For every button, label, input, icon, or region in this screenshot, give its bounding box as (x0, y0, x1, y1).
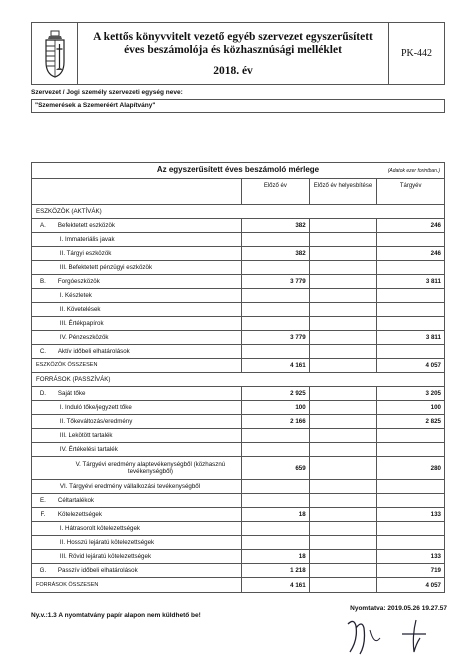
value-prev-year (241, 303, 309, 316)
row-label: Befektetett eszközök (57, 222, 115, 229)
row-code: C. (39, 348, 47, 355)
value-prev-correction (309, 508, 377, 521)
table-row (32, 457, 444, 480)
row-code (32, 415, 54, 428)
value-current-year (376, 317, 444, 330)
value-prev-correction (309, 401, 377, 414)
value-prev-correction (309, 261, 377, 274)
print-timestamp: Nyomtatva: 2019.05.26 19.27.57 (350, 605, 447, 612)
value-prev-correction (309, 303, 377, 316)
assets-heading-row (32, 205, 444, 219)
row-code: F. (40, 511, 46, 518)
table-row (32, 233, 444, 247)
value-current-year: 3 811 (376, 331, 444, 344)
table-row (32, 387, 444, 401)
row-code (32, 303, 54, 316)
value-current-year: 2 825 (376, 415, 444, 428)
row-label: Saját tőke (57, 390, 86, 397)
liabilities-heading-row (32, 373, 444, 387)
value-prev-correction (309, 233, 377, 246)
value-prev-correction (309, 550, 377, 563)
table-row (32, 536, 444, 550)
row-label: I. Készletek (59, 292, 92, 299)
row-label: IV. Pénzeszközök (59, 334, 109, 341)
row-label: Kötelezettségek (57, 511, 102, 518)
row-code (32, 480, 54, 493)
value-current-year (376, 443, 444, 456)
row-label: III. Befektetett pénzügyi eszközök (59, 264, 153, 271)
row-label: II. Követelések (59, 306, 101, 313)
row-code (32, 233, 54, 246)
value-current-year (376, 303, 444, 316)
value-current-year (376, 289, 444, 302)
table-row (32, 443, 444, 457)
row-code (32, 522, 54, 535)
value-prev-year: 3 779 (241, 275, 309, 288)
table-row (32, 564, 444, 578)
row-code (32, 550, 54, 563)
table-row (32, 494, 444, 508)
row-label: Forgóeszközök (57, 278, 100, 285)
table-row (32, 401, 444, 415)
value-prev-year (241, 289, 309, 302)
table-row (32, 480, 444, 494)
value-prev-correction (309, 480, 377, 493)
form-title-line1: A kettős könyvvitelt vezető egyéb szervezet egyszerűsített (93, 30, 373, 43)
row-label: I. Immateriális javak (59, 236, 115, 243)
value-prev-year (241, 261, 309, 274)
value-current-year (376, 429, 444, 442)
row-code (32, 289, 54, 302)
value-prev-correction (309, 429, 377, 442)
value-prev-correction (309, 387, 377, 400)
balance-title: Az egyszerűsített éves beszámoló mérlege (156, 165, 320, 174)
table-row (32, 275, 444, 289)
value-current-year: 246 (376, 247, 444, 260)
col-prev-year: Előző év (241, 179, 309, 204)
row-label: III. Lekötött tartalék (59, 432, 113, 439)
total-label: ESZKÖZÖK ÖSSZESEN (36, 362, 98, 368)
row-code (32, 536, 54, 549)
table-row (32, 550, 444, 564)
table-row (32, 219, 444, 233)
signature-icon (340, 616, 440, 661)
footer-note: Ny.v.:1.3 A nyomtatvány papír alapon nem küldhető be! (31, 612, 201, 619)
value-prev-correction (309, 578, 377, 592)
table-row (32, 415, 444, 429)
form-header (31, 22, 445, 85)
value-current-year: 100 (376, 401, 444, 414)
row-code (32, 457, 54, 479)
value-prev-correction (309, 536, 377, 549)
value-prev-correction (309, 247, 377, 260)
value-prev-correction (309, 522, 377, 535)
value-current-year: 280 (376, 457, 444, 479)
row-code (32, 443, 54, 456)
value-current-year: 4 057 (376, 359, 444, 372)
row-label: II. Tőkeváltozás/eredmény (59, 418, 133, 425)
assets-heading: ESZKÖZÖK (AKTÍVÁK) (36, 208, 102, 215)
value-current-year (376, 480, 444, 493)
value-current-year: 246 (376, 219, 444, 232)
row-label: II. Tárgyi eszközök (59, 250, 112, 257)
total-row (32, 578, 444, 592)
col-prev-correction: Előző év helyesbítése (309, 179, 377, 204)
row-label: II. Hosszú lejáratú kötelezettségek (59, 539, 155, 546)
table-row (32, 331, 444, 345)
value-prev-year: 18 (241, 550, 309, 563)
row-code (32, 331, 54, 344)
table-row (32, 429, 444, 443)
value-current-year (376, 345, 444, 358)
coat-of-arms-icon (32, 23, 78, 84)
table-row (32, 522, 444, 536)
row-label: I. Induló tőke/jegyzett tőke (59, 404, 132, 411)
form-code: PK-442 (388, 23, 444, 84)
value-current-year: 719 (376, 564, 444, 577)
value-prev-year: 1 218 (241, 564, 309, 577)
row-label: IV. Értékelési tartalék (59, 446, 118, 453)
value-prev-correction (309, 457, 377, 479)
row-label: I. Hátrasorolt kötelezettségek (59, 525, 141, 532)
value-current-year (376, 522, 444, 535)
form-title-line2: éves beszámolója és közhasznúsági melléklet (124, 43, 342, 56)
liabilities-heading: FORRÁSOK (PASSZÍVÁK) (36, 376, 111, 383)
value-prev-year: 4 161 (241, 578, 309, 592)
row-code: E. (40, 497, 46, 504)
value-prev-correction (309, 564, 377, 577)
row-code (32, 247, 54, 260)
value-prev-correction (309, 317, 377, 330)
table-row (32, 303, 444, 317)
row-code: A. (40, 222, 46, 229)
value-prev-year (241, 522, 309, 535)
row-label: V. Tárgyévi eredmény alaptevékenységből (közhasznú tevékenységből) (75, 461, 226, 475)
value-current-year: 4 057 (376, 578, 444, 592)
row-code: D. (39, 390, 47, 397)
row-code (32, 429, 54, 442)
row-label: Passzív időbeli elhatárolások (57, 567, 138, 574)
table-row (32, 289, 444, 303)
value-prev-correction (309, 359, 377, 372)
table-row (32, 317, 444, 331)
value-prev-year: 4 161 (241, 359, 309, 372)
value-prev-year (241, 429, 309, 442)
unit-note: (Adatok ezer forintban.) (387, 168, 440, 174)
value-prev-year (241, 233, 309, 246)
row-code (32, 317, 54, 330)
value-prev-year: 382 (241, 247, 309, 260)
value-current-year: 133 (376, 550, 444, 563)
row-label: Aktív időbeli elhatárolások (57, 348, 130, 355)
row-label: VI. Tárgyévi eredmény vállalkozási tevékenységből (59, 483, 201, 490)
row-label: III. Rövid lejáratú kötelezettségek (59, 553, 152, 560)
value-prev-year: 2 166 (241, 415, 309, 428)
value-prev-correction (309, 443, 377, 456)
value-prev-correction (309, 219, 377, 232)
value-current-year (376, 261, 444, 274)
row-code (32, 401, 54, 414)
value-prev-year (241, 317, 309, 330)
value-prev-year (241, 480, 309, 493)
col-current-year: Tárgyév (376, 179, 444, 204)
row-code: B. (40, 278, 46, 285)
row-label: Céltartalékok (57, 497, 95, 504)
value-prev-correction (309, 331, 377, 344)
table-row (32, 261, 444, 275)
value-current-year: 3 811 (376, 275, 444, 288)
row-code: G. (39, 567, 47, 574)
value-prev-year (241, 443, 309, 456)
value-prev-correction (309, 289, 377, 302)
value-prev-year: 100 (241, 401, 309, 414)
org-name-field: "Szemerések a Szemeréért Alapítvány" (31, 99, 445, 113)
row-label: III. Értékpapírok (59, 320, 104, 327)
value-prev-correction (309, 345, 377, 358)
row-code (32, 261, 54, 274)
value-prev-correction (309, 275, 377, 288)
value-prev-year: 382 (241, 219, 309, 232)
value-prev-correction (309, 494, 377, 507)
value-current-year (376, 494, 444, 507)
value-current-year (376, 233, 444, 246)
table-row (32, 508, 444, 522)
form-year: 2018. év (213, 64, 253, 77)
total-label: FORRÁSOK ÖSSZESEN (36, 581, 99, 588)
value-prev-year: 2 925 (241, 387, 309, 400)
org-label: Szervezet / Jogi személy szervezeti egység neve: (31, 89, 183, 96)
value-current-year: 133 (376, 508, 444, 521)
table-row (32, 247, 444, 261)
value-prev-year: 18 (241, 508, 309, 521)
total-row (32, 359, 444, 373)
value-prev-year (241, 494, 309, 507)
value-current-year: 3 205 (376, 387, 444, 400)
value-prev-correction (309, 415, 377, 428)
table-row (32, 345, 444, 359)
value-prev-year (241, 536, 309, 549)
value-prev-year (241, 345, 309, 358)
value-prev-year: 3 779 (241, 331, 309, 344)
value-prev-year: 659 (241, 457, 309, 479)
column-headers (32, 179, 444, 205)
balance-sheet-table (31, 162, 445, 593)
value-current-year (376, 536, 444, 549)
